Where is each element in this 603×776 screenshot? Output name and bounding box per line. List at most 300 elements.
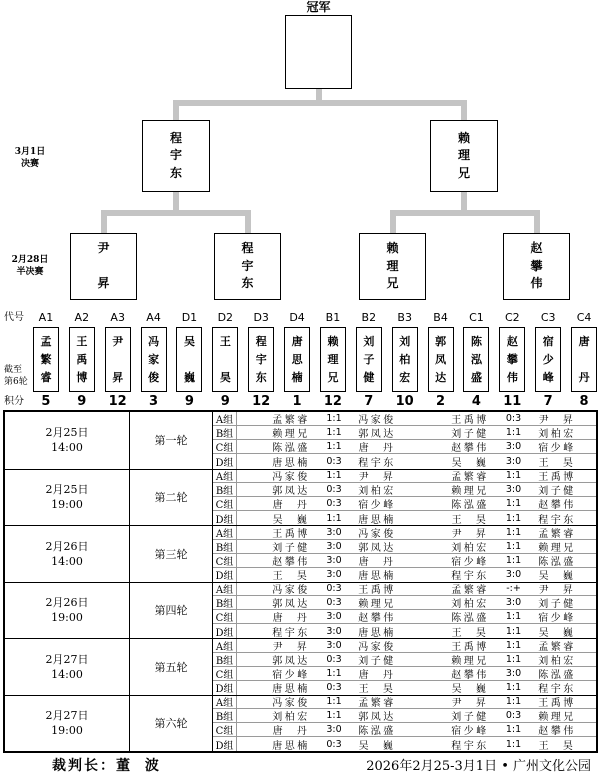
player-code: A3 [110,311,125,324]
champion-box [285,15,352,89]
round-datetime [5,639,130,695]
player-points: 7 [364,394,374,409]
group-row [213,737,596,751]
round-date: 2月27日 [45,652,89,666]
bracket-connector [173,100,467,106]
player-b: 唐 丹 [358,443,396,454]
group-row [213,526,596,540]
player-a: 冯家俊 [272,585,310,596]
group-row [213,639,596,653]
semifinal-date-label: 2月28日 [11,255,49,265]
player-b: 刘子健 [538,486,576,497]
player-column [566,311,602,409]
group-label: B组 [213,653,237,666]
player-b: 孟繁睿 [358,698,396,709]
player-b: 王禹博 [358,585,396,596]
player-a: 唐思楠 [272,457,310,469]
group-label: B组 [213,596,237,609]
match-score: 3:0 [326,611,342,623]
player-b: 郭凤达 [358,712,396,723]
player-card [141,327,167,392]
player-points: 5 [41,394,51,409]
group-row [213,624,596,638]
player-card [499,327,525,392]
round-block [5,525,596,582]
player-column [387,311,423,409]
group-label: D组 [213,737,237,751]
player-name: 王 禹 博 [76,334,88,384]
player-code: C1 [469,311,484,324]
player-column [459,311,495,409]
group-row [213,454,596,468]
player-code: D2 [217,311,234,324]
player-b: 程宇东 [538,514,576,525]
round-block [5,638,596,695]
group-label: C组 [213,723,237,736]
player-a: 尹 昇 [451,528,489,539]
player-b: 陈泓盛 [538,669,576,680]
player-a: 王禹博 [451,641,489,652]
finalist-name: 程 宇 东 [169,130,182,180]
player-b: 冯家俊 [358,415,396,426]
match-score: 1:1 [326,512,342,524]
player-a: 郭凤达 [272,599,310,610]
finalist-name: 赖 理 兄 [457,130,470,180]
group-label: D组 [213,568,237,582]
event-info: 2026年2月25-3月1日 • 广州文化公园 [366,759,591,774]
code-label: 代号 [4,312,24,323]
player-a: 宿少峰 [451,556,489,567]
match-score: 1:1 [326,427,342,439]
player-code: B4 [433,311,448,324]
player-column [64,311,100,409]
player-b: 刘子健 [358,655,396,666]
player-name: 赵 攀 伟 [506,334,518,384]
round-name: 第二轮 [130,470,213,526]
group-list [213,639,596,695]
player-a: 唐 丹 [272,613,310,624]
match-score: 1:1 [326,667,342,679]
player-a: 刘柏宏 [272,712,310,723]
player-card [535,327,561,392]
group-row [213,540,596,554]
semifinalist-name: 赖 理 兄 [386,241,399,291]
player-b: 王 昊 [538,457,576,469]
round-datetime [5,526,130,582]
bracket-connector [245,210,251,233]
match-score: 1:1 [505,625,522,637]
player-a: 郭凤达 [272,486,310,497]
player-card [33,327,59,392]
player-code: A2 [74,311,90,324]
match-score: 0:3 [505,710,522,722]
semifinal-stage-label: 半决赛 [16,267,44,277]
player-code: C4 [576,311,592,324]
group-label: C组 [213,610,237,623]
player-a: 刘子健 [451,712,489,723]
player-a: 王禹博 [451,415,489,426]
player-name: 吴 巍 [183,334,195,384]
final-box-left [142,120,210,192]
player-name: 刘 柏 宏 [399,334,411,384]
group-row [213,723,596,737]
player-b: 孟繁睿 [538,528,576,539]
match-score: 3:0 [505,484,522,496]
round-time: 14:00 [51,441,83,455]
match-score: -:+ [506,583,521,595]
round-datetime [5,696,130,752]
round-name: 第六轮 [130,696,213,752]
player-points: 12 [323,394,342,409]
player-code: D1 [181,311,198,324]
match-score: 0:3 [326,484,342,496]
match-score: 3:0 [505,597,522,609]
player-points: 9 [220,394,230,409]
player-b: 宿少峰 [358,500,396,511]
round-date: 2月25日 [45,426,89,440]
round-block [5,469,596,526]
round-time: 19:00 [51,498,83,512]
match-score: 3:0 [505,455,522,467]
player-b: 尹 昇 [538,415,576,426]
match-score: 1:1 [326,470,342,482]
semifinal-box-4 [503,233,570,300]
group-row [213,596,596,610]
group-label: C组 [213,497,237,510]
player-a: 刘子健 [272,542,310,553]
group-label: D组 [213,511,237,525]
group-row [213,667,596,681]
player-a: 程宇东 [272,627,310,638]
match-score: 0:3 [326,498,342,510]
semifinalist-name: 尹 昇 [97,241,110,291]
player-b: 赵攀伟 [538,500,576,511]
match-score: 0:3 [326,738,342,750]
match-score: 3:0 [505,569,522,581]
group-row [213,709,596,723]
player-b: 程宇东 [538,684,576,695]
player-a: 唐 丹 [272,500,310,511]
player-b: 尹 昇 [538,585,576,596]
player-a: 唐思楠 [272,684,310,695]
bracket-connector [101,210,107,233]
group-label: D组 [213,454,237,468]
player-b: 王 昊 [358,684,396,695]
group-label: B组 [213,426,237,439]
round-name: 第一轮 [130,412,213,469]
player-a: 吴 巍 [451,684,489,695]
player-a: 孟繁睿 [272,415,310,426]
player-b: 吴 巍 [538,627,576,638]
player-b: 赵攀伟 [538,726,576,737]
player-b: 刘柏宏 [538,429,576,440]
player-b: 赖理兄 [358,599,396,610]
final-date-label: 3月1日 [14,147,46,157]
match-score: 1:1 [505,498,522,510]
match-score: 1:1 [505,738,522,750]
group-row [213,440,596,454]
player-points: 1 [292,394,302,409]
round-date: 2月26日 [45,539,89,553]
champion-label: 冠军 [306,0,331,14]
player-a: 唐思楠 [272,740,310,751]
match-score: 3:0 [326,526,342,538]
player-b: 刘柏宏 [538,655,576,666]
player-b: 孟繁睿 [538,641,576,652]
player-card [463,327,489,392]
player-column [28,311,64,409]
player-a: 刘柏宏 [451,599,489,610]
bracket-connector [173,100,179,120]
round-time: 19:00 [51,724,83,738]
match-score: 1:1 [505,540,522,552]
match-score: 3:0 [326,540,342,552]
match-score: 1:1 [505,724,522,736]
player-a: 孟繁睿 [451,585,489,596]
round-date: 2月26日 [45,596,89,610]
player-points: 12 [108,394,127,409]
player-a: 宿少峰 [272,669,310,680]
group-list [213,526,596,582]
group-row [213,681,596,695]
player-name: 唐 思 楠 [291,334,303,384]
semifinal-box-3 [359,233,426,300]
match-score: 3:0 [326,625,342,637]
match-score: 1:1 [505,512,522,524]
player-a: 程宇东 [451,740,489,751]
group-label: A组 [213,526,237,539]
match-score: 1:1 [505,611,522,623]
group-row [213,583,596,597]
match-score: 1:1 [505,554,522,566]
group-row [213,497,596,511]
player-column [315,311,351,409]
match-score: 0:3 [326,653,342,665]
player-b: 刘子健 [538,599,576,610]
group-row [213,554,596,568]
player-b: 郭凤达 [358,429,396,440]
player-a: 赖理兄 [451,655,489,666]
player-b: 唐思楠 [358,514,396,525]
as-of-round-label: 第6轮 [4,377,28,387]
player-points: 2 [436,394,446,409]
player-code: C2 [504,311,520,324]
player-a: 吴 巍 [451,457,489,469]
match-score: 1:1 [505,682,522,694]
group-label: A组 [213,470,237,483]
match-score: 3:0 [326,724,342,736]
player-points: 11 [503,394,522,409]
group-row [213,568,596,582]
player-column [494,311,530,409]
group-label: C组 [213,554,237,567]
match-score: 1:1 [326,441,342,453]
match-score: 0:3 [505,413,522,425]
player-card [428,327,454,392]
player-a: 赵攀伟 [272,556,310,567]
match-score: 0:3 [326,455,342,467]
match-score: 1:1 [505,470,522,482]
player-a: 宿少峰 [451,726,489,737]
match-score: 0:3 [326,583,342,595]
player-b: 王 昊 [538,740,576,751]
bracket-connector [390,210,396,233]
player-a: 尹 昇 [451,698,489,709]
match-score: 1:1 [505,427,522,439]
player-name: 王 昊 [219,334,231,384]
player-code: A1 [38,311,54,324]
player-card [105,327,131,392]
chief-referee: 裁判长：董 波 [52,758,161,774]
player-b: 尹 昇 [358,472,396,483]
match-score: 1:1 [505,526,522,538]
group-row [213,696,596,710]
player-a: 冯家俊 [272,698,310,709]
group-row [213,426,596,440]
player-name: 程 宇 东 [255,334,267,384]
player-column [207,311,243,409]
match-score: 1:1 [326,696,342,708]
player-card [69,327,95,392]
schedule-table [3,410,598,753]
player-a: 刘柏宏 [451,542,489,553]
round-name: 第四轮 [130,583,213,639]
match-score: 0:3 [326,682,342,694]
player-name: 冯 家 俊 [148,334,160,384]
player-b: 王禹博 [538,698,576,709]
group-row [213,470,596,484]
round-date: 2月27日 [45,709,89,723]
semifinalist-name: 程 宇 东 [241,241,254,291]
player-points: 7 [543,394,553,409]
player-code: D4 [289,311,305,324]
player-a: 郭凤达 [272,655,310,666]
group-label: B组 [213,709,237,722]
group-row [213,483,596,497]
player-column [100,311,136,409]
player-b: 陈泓盛 [538,556,576,567]
semifinal-box-1 [70,233,137,300]
player-a: 王 昊 [451,514,489,525]
group-label: A组 [213,412,237,425]
group-row [213,653,596,667]
player-code: B3 [397,311,412,324]
player-a: 刘子健 [451,429,489,440]
player-roster [28,311,602,409]
player-card [320,327,346,392]
player-name: 刘 子 健 [363,334,375,384]
player-column [423,311,459,409]
bracket-connector [101,210,251,216]
player-b: 宿少峰 [538,613,576,624]
player-b: 唐 丹 [358,556,396,567]
player-b: 唐思楠 [358,571,396,582]
group-list [213,696,596,752]
group-list [213,470,596,526]
player-a: 王禹博 [272,528,310,539]
final-stage-label: 决赛 [20,159,39,169]
player-b: 王禹博 [538,472,576,483]
round-datetime [5,470,130,526]
player-column [136,311,172,409]
group-label: B组 [213,540,237,553]
round-name: 第五轮 [130,639,213,695]
round-time: 14:00 [51,667,83,681]
match-score: 0:3 [326,597,342,609]
round-date: 2月25日 [45,483,89,497]
player-name: 陈 泓 盛 [470,334,482,384]
player-b: 冯家俊 [358,528,396,539]
match-score: 1:1 [326,710,342,722]
player-card [571,327,597,392]
player-column [172,311,208,409]
player-a: 赵攀伟 [451,443,489,454]
player-column [530,311,566,409]
semifinal-box-2 [214,233,281,300]
player-name: 尹 昇 [112,334,124,384]
round-block [5,582,596,639]
player-points: 4 [471,394,481,409]
player-card [212,327,238,392]
round-time: 14:00 [51,554,83,568]
player-a: 陈泓盛 [272,443,310,454]
player-points: 12 [252,394,271,409]
player-b: 刘柏宏 [358,486,396,497]
group-row [213,511,596,525]
player-code: D3 [253,311,269,324]
match-score: 3:0 [326,639,342,651]
points-label: 积分 [4,396,24,407]
match-score: 1:1 [505,653,522,665]
bracket-connector [461,100,467,120]
group-label: D组 [213,681,237,695]
player-column [351,311,387,409]
player-b: 宿少峰 [538,443,576,454]
group-label: B组 [213,483,237,496]
player-a: 陈泓盛 [451,613,489,624]
match-score: 1:1 [326,413,342,425]
player-card [176,327,202,392]
player-b: 郭凤达 [358,542,396,553]
group-label: A组 [213,639,237,652]
player-card [284,327,310,392]
player-a: 吴 巍 [272,514,310,525]
player-name: 郭 凤 达 [435,334,447,384]
player-b: 冯家俊 [358,641,396,652]
round-time: 19:00 [51,611,83,625]
round-datetime [5,412,130,469]
group-list [213,583,596,639]
player-name: 赖 理 兄 [327,334,339,384]
bracket-connector [390,210,540,216]
group-label: C组 [213,667,237,680]
as-of-label: 截至 [4,365,23,375]
player-a: 孟繁睿 [451,472,489,483]
player-b: 陈泓盛 [358,726,396,737]
round-name: 第三轮 [130,526,213,582]
player-b: 吴 巍 [538,571,576,582]
player-points: 3 [149,394,159,409]
player-b: 赖理兄 [538,542,576,553]
player-points: 9 [184,394,194,409]
player-a: 陈泓盛 [451,500,489,511]
match-score: 3:0 [326,554,342,566]
player-a: 赖理兄 [451,486,489,497]
semifinalist-name: 赵 攀 伟 [530,241,543,291]
player-code: C3 [540,311,556,324]
player-a: 唐 丹 [272,726,310,737]
match-score: 3:0 [505,441,522,453]
